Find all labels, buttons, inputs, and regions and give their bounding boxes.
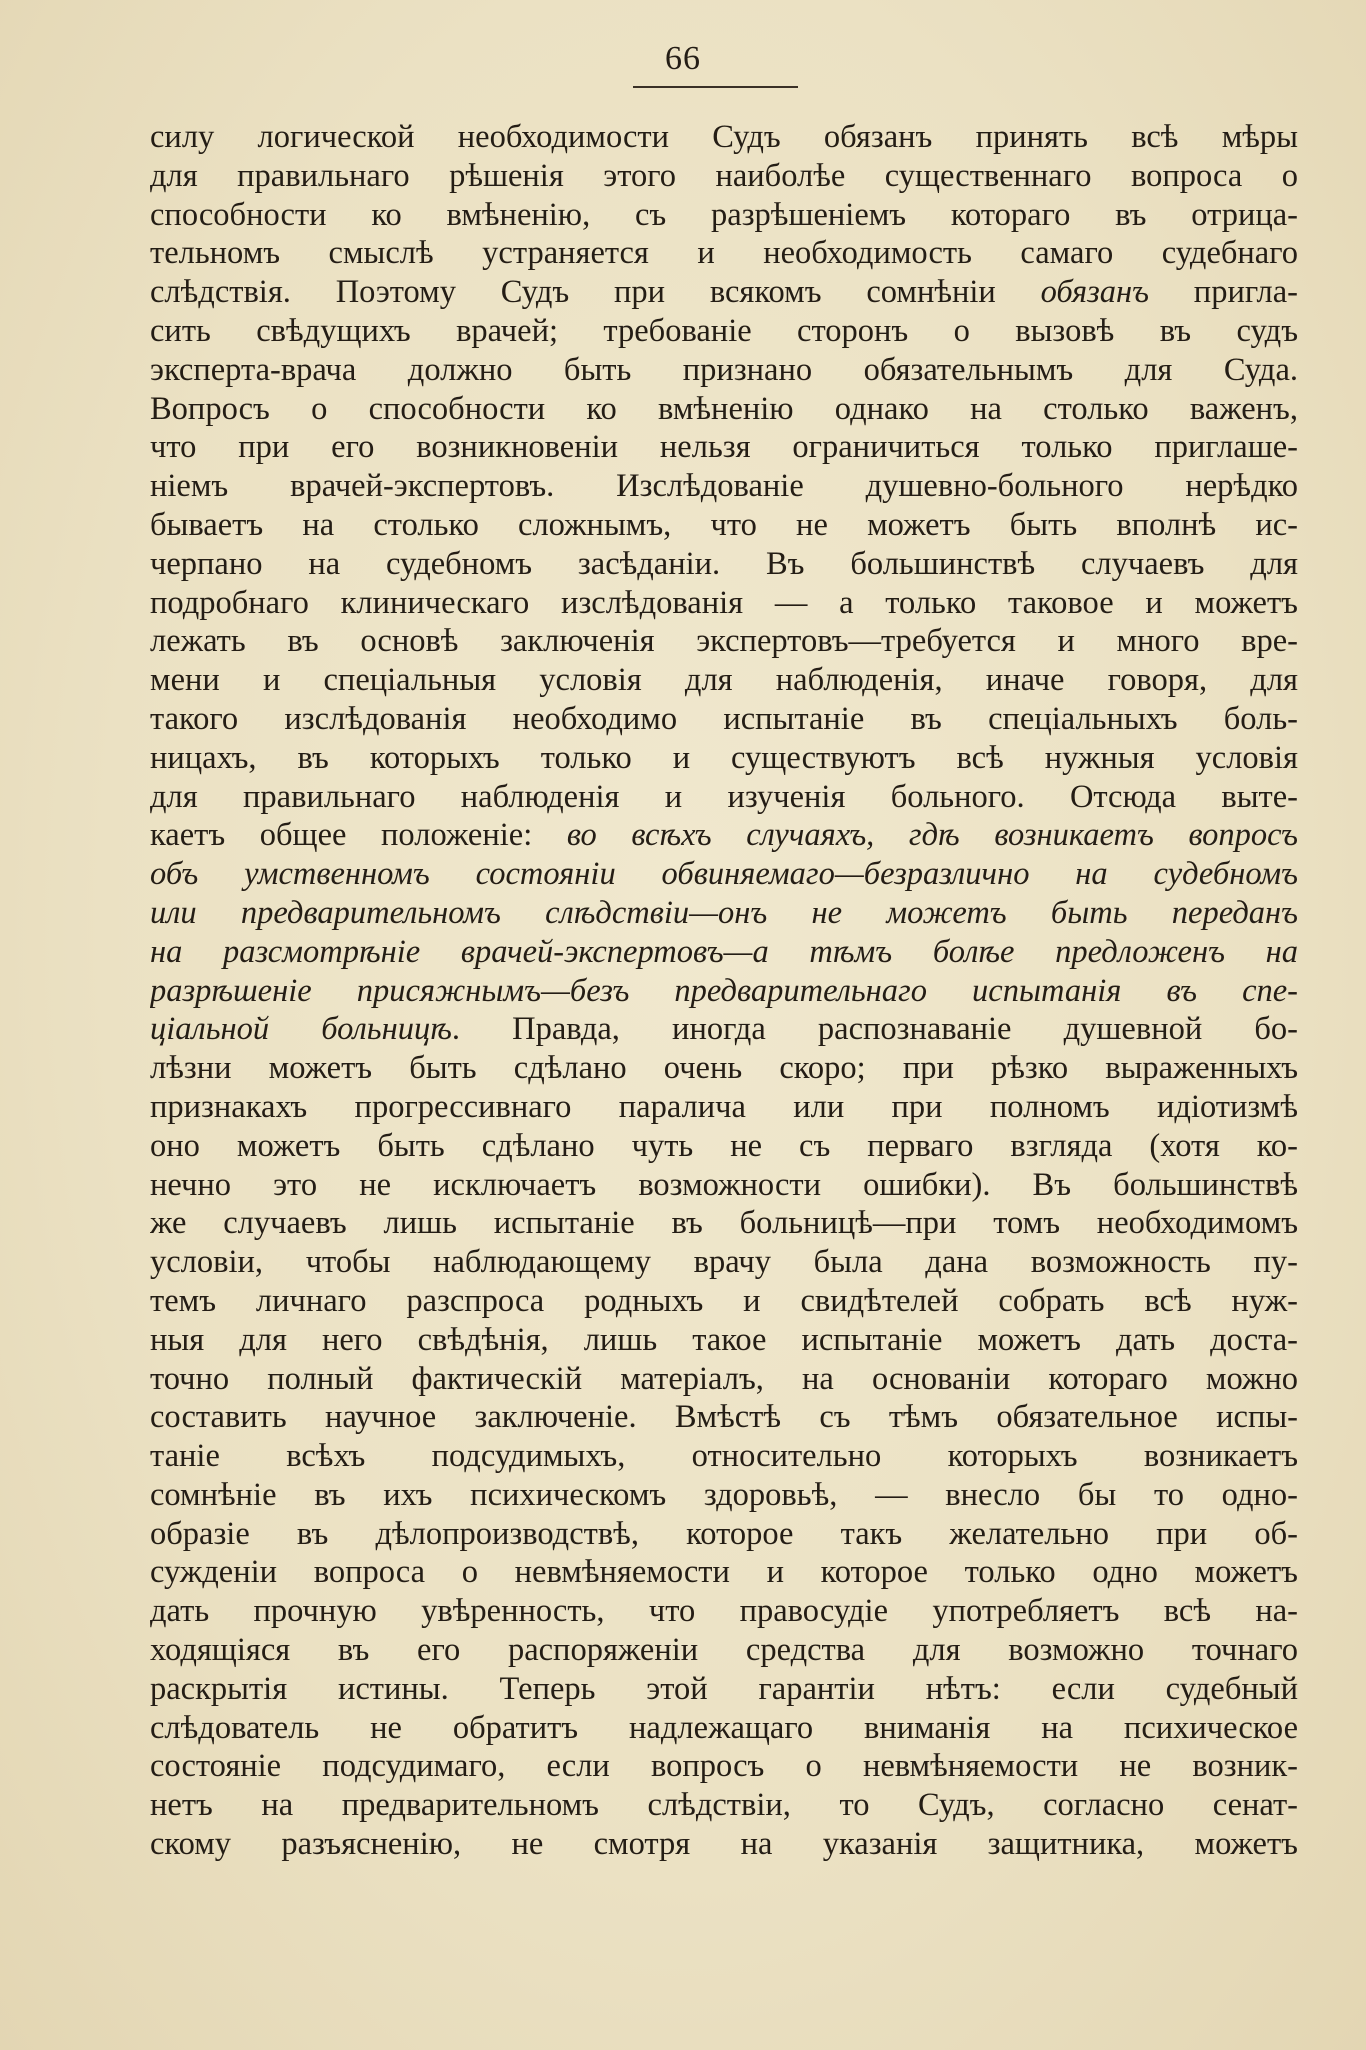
italic-text: объ умственномъ состояніи обвиняемаго—безразлично на судебномъ: [150, 856, 1298, 893]
text-line: [150, 1204, 1298, 1243]
text-segment: ницахъ, въ которыхъ только и существуютъ всѣ нужныя условія: [150, 739, 1298, 776]
text-segment: тельномъ смыслѣ устраняется и необходимость самаго судебнаго: [150, 235, 1298, 272]
italic-text: во всѣхъ случаяхъ, гдѣ возникаетъ вопросъ: [566, 817, 1298, 854]
text-segment: что при его возникновеніи нельзя ограничиться только приглаше-: [150, 429, 1298, 466]
text-line: [150, 467, 1298, 506]
text-segment: лѣзни можетъ быть сдѣлано очень скоро; при рѣзко выраженныхъ: [150, 1050, 1298, 1087]
text-line: [150, 1127, 1298, 1166]
text-line: [150, 1515, 1298, 1554]
text-line: [150, 1321, 1298, 1360]
text-segment: слѣдствія. Поэтому Судъ при всякомъ сомнѣніи: [150, 274, 1041, 311]
text-line: [150, 118, 1298, 157]
text-segment: темъ личнаго разспроса родныхъ и свидѣтелей собрать всѣ нуж-: [150, 1282, 1298, 1319]
text-line: [150, 1010, 1298, 1049]
text-segment: для правильнаго рѣшенія этого наиболѣе существеннаго вопроса о: [150, 157, 1298, 194]
text-line: [150, 273, 1298, 312]
text-line: [150, 894, 1298, 933]
text-line: [150, 1437, 1298, 1476]
text-segment: мени и спеціальныя условія для наблюденія, иначе говоря, для: [150, 662, 1298, 699]
text-line: [150, 1243, 1298, 1282]
page-number: 66: [665, 40, 701, 77]
italic-text: разрѣшеніе присяжнымъ—безъ предварительнаго испытанія въ спе-: [150, 972, 1298, 1009]
text-segment: сужденіи вопроса о невмѣняемости и которое только одно можетъ: [150, 1554, 1298, 1591]
text-segment: такого изслѣдованія необходимо испытаніе въ спеціальныхъ боль-: [150, 700, 1298, 737]
text-segment: скому разъясненію, не смотря на указанія защитника, можетъ: [150, 1826, 1298, 1863]
text-segment: бываетъ на столько сложнымъ, что не можетъ быть вполнѣ ис-: [150, 506, 1298, 543]
italic-text: на разсмотрѣніе врачей-экспертовъ—а тѣмъ болѣе предложенъ на: [150, 933, 1298, 970]
italic-text: или предварительномъ слѣдствіи—онъ не можетъ быть переданъ: [150, 894, 1298, 931]
text-segment: нетъ на предварительномъ слѣдствіи, то Судъ, согласно сенат-: [150, 1787, 1298, 1824]
text-segment: признакахъ прогрессивнаго паралича или при полномъ идіотизмѣ: [150, 1088, 1298, 1125]
text-line: [150, 700, 1298, 739]
text-line: [150, 1592, 1298, 1631]
text-segment: образіе въ дѣлопроизводствѣ, которое такъ желательно при об-: [150, 1515, 1298, 1552]
text-line: [150, 157, 1298, 196]
text-segment: условіи, чтобы наблюдающему врачу была дана возможность пу-: [150, 1244, 1298, 1281]
text-segment: раскрытія истины. Теперь этой гарантіи нѣтъ: если судебный: [150, 1670, 1298, 1707]
text-line: [150, 1670, 1298, 1709]
text-line: [150, 778, 1298, 817]
text-line: [150, 584, 1298, 623]
text-line: [150, 972, 1298, 1011]
text-line: [150, 1049, 1298, 1088]
text-segment: точно полный фактическій матеріалъ, на основаніи котораго можно: [150, 1360, 1298, 1397]
text-segment: ходящіяся въ его распоряженіи средства для возможно точнаго: [150, 1632, 1298, 1669]
text-segment: пригла-: [1149, 274, 1298, 311]
text-line: [150, 1282, 1298, 1321]
text-line: [150, 1476, 1298, 1515]
text-line: [150, 1709, 1298, 1748]
text-segment: способности ко вмѣненію, съ разрѣшеніемъ котораго въ отрица-: [150, 196, 1298, 233]
text-segment: таніе всѣхъ подсудимыхъ, относительно которыхъ возникаетъ: [150, 1438, 1298, 1475]
text-line: [150, 855, 1298, 894]
text-line: [150, 1631, 1298, 1670]
text-line: [150, 1088, 1298, 1127]
text-line: [150, 390, 1298, 429]
text-line: [150, 506, 1298, 545]
text-segment: ныя для него свѣдѣнія, лишь такое испытаніе можетъ дать доста-: [150, 1321, 1298, 1358]
text-segment: для правильнаго наблюденія и изученія больного. Отсюда выте-: [150, 778, 1298, 815]
text-line: [150, 622, 1298, 661]
text-segment: . Правда, иногда распознаваніе душевной бо-: [451, 1011, 1298, 1048]
text-segment: черпано на судебномъ засѣданіи. Въ большинствѣ случаевъ для: [150, 545, 1298, 582]
text-segment: же случаевъ лишь испытаніе въ больницѣ—при томъ необходимомъ: [150, 1205, 1298, 1242]
text-segment: оно можетъ быть сдѣлано чуть не съ перваго взгляда (хотя ко-: [150, 1127, 1298, 1164]
text-segment: сомнѣніе въ ихъ психическомъ здоровьѣ, — внесло бы то одно-: [150, 1476, 1298, 1513]
text-segment: сить свѣдущихъ врачей; требованіе сторонъ о вызовѣ въ судъ: [150, 312, 1298, 349]
page-number-rule: [633, 86, 798, 88]
text-line: [150, 1747, 1298, 1786]
text-segment: лежать въ основѣ заключенія экспертовъ—требуется и много вре-: [150, 623, 1298, 660]
text-line: [150, 1553, 1298, 1592]
text-line: [150, 1360, 1298, 1399]
text-segment: нечно это не исключаетъ возможности ошибки). Въ большинствѣ: [150, 1166, 1298, 1203]
text-segment: эксперта-врача должно быть признано обязательнымъ для Суда.: [150, 351, 1298, 388]
italic-text: ціальной больницѣ: [150, 1011, 452, 1048]
body-text: [150, 118, 1298, 1864]
text-line: [150, 545, 1298, 584]
text-line: [150, 234, 1298, 273]
text-line: [150, 739, 1298, 778]
text-line: [150, 1166, 1298, 1205]
text-segment: подробнаго клиническаго изслѣдованія — а только таковое и можетъ: [150, 584, 1298, 621]
text-line: [150, 428, 1298, 467]
text-segment: слѣдователь не обратитъ надлежащаго вниманія на психическое: [150, 1709, 1298, 1746]
text-line: [150, 1825, 1298, 1864]
text-line: [150, 816, 1298, 855]
text-line: [150, 196, 1298, 235]
italic-text: обязанъ: [1040, 274, 1149, 311]
text-segment: Вопросъ о способности ко вмѣненію однако на столько важенъ,: [150, 390, 1298, 427]
text-segment: ніемъ врачей-экспертовъ. Изслѣдованіе душевно-больного нерѣдко: [150, 468, 1298, 505]
text-line: [150, 1398, 1298, 1437]
text-line: [150, 933, 1298, 972]
text-line: [150, 351, 1298, 390]
text-line: [150, 661, 1298, 700]
text-segment: силу логической необходимости Судъ обязанъ принять всѣ мѣры: [150, 119, 1298, 155]
text-segment: дать прочную увѣренность, что правосудіе употребляетъ всѣ на-: [150, 1593, 1298, 1630]
text-segment: каетъ общее положеніе:: [150, 817, 567, 854]
text-segment: состояніе подсудимаго, если вопросъ о невмѣняемости не возник-: [150, 1748, 1298, 1785]
text-line: [150, 1786, 1298, 1825]
text-line: [150, 312, 1298, 351]
text-segment: составить научное заключеніе. Вмѣстѣ съ тѣмъ обязательное испы-: [150, 1399, 1298, 1436]
